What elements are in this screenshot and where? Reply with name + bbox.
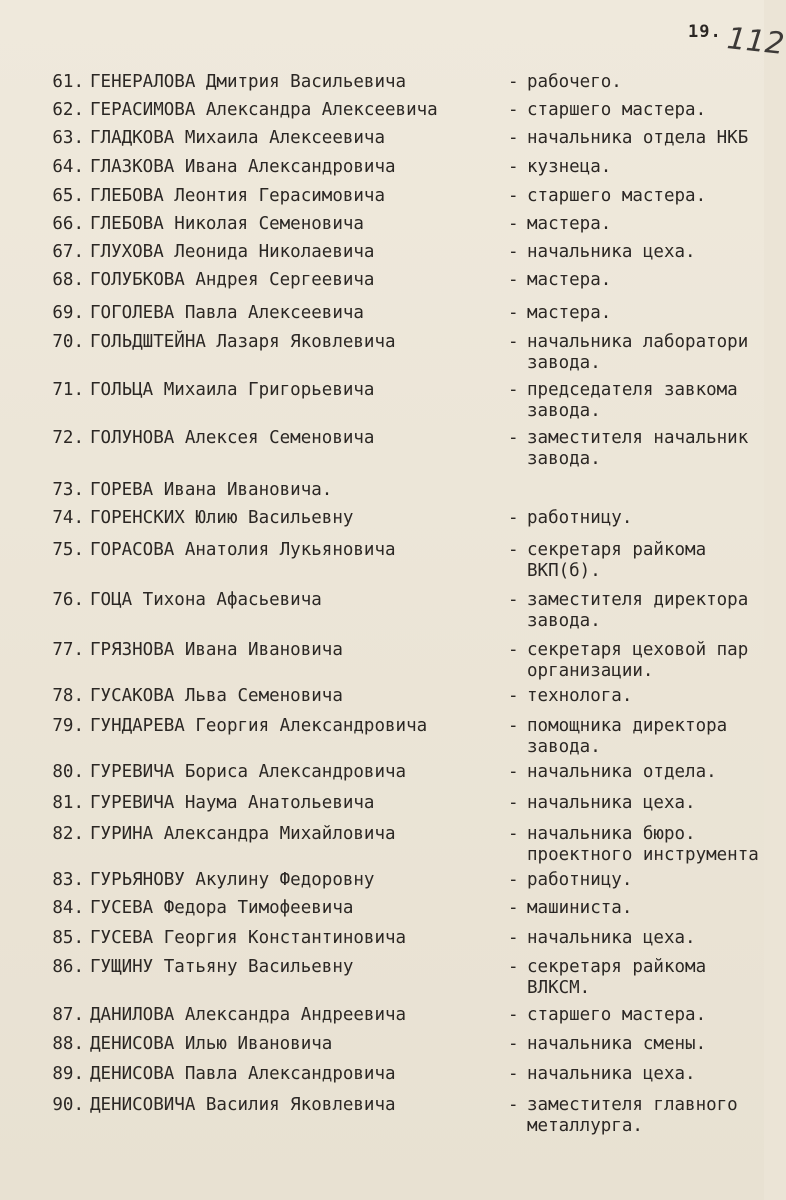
entry-dash: - <box>508 128 519 148</box>
entry-number: 61. <box>52 72 84 92</box>
entry-number: 70. <box>52 332 84 352</box>
entry-person-name: ГУСАКОВА Льва Семеновича <box>90 686 343 706</box>
entry-number: 71. <box>52 380 84 400</box>
archive-folio-number: 112 <box>725 21 786 62</box>
entry-person-name: ГРЯЗНОВА Ивана Ивановича <box>90 640 343 660</box>
entry-number: 69. <box>52 303 84 323</box>
entry-number: 72. <box>52 428 84 448</box>
entry-number: 81. <box>52 793 84 813</box>
page-number: 19. <box>688 22 722 42</box>
entry-person-name: ГУРЕВИЧА Бориса Александровича <box>90 762 407 782</box>
entry-dash: - <box>508 332 519 352</box>
entry-position-line: рабочего. <box>527 72 622 92</box>
entry-position <box>527 100 764 121</box>
entry-position <box>527 157 764 178</box>
entry-person-name: ГЛАДКОВА Михаила Алексеевича <box>90 128 386 148</box>
entry-position-line: технолога. <box>527 686 633 706</box>
entry-dash: - <box>508 928 519 948</box>
entry-person-name: ГОРЕВА Ивана Ивановича. <box>90 480 333 500</box>
entry-position-line: работницу. <box>527 508 633 528</box>
entry-number: 83. <box>52 870 84 890</box>
entry-number: 88. <box>52 1034 84 1054</box>
entry-position-line: заместителя начальник <box>527 428 749 448</box>
entry-number: 63. <box>52 128 84 148</box>
entry-number: 67. <box>52 242 84 262</box>
entry-position-line: старшего мастера. <box>527 1005 707 1025</box>
entry-dash: - <box>508 186 519 206</box>
entry-position-line: начальника цеха. <box>527 1064 696 1084</box>
entry-dash: - <box>508 242 519 262</box>
entry-position-line: работницу. <box>527 870 633 890</box>
entry-person-name: ГУНДАРЕВА Георгия Александровича <box>90 716 428 736</box>
entry-person-name: ДАНИЛОВА Александра Андреевича <box>90 1005 407 1025</box>
entry-dash: - <box>508 214 519 234</box>
entry-number: 75. <box>52 540 84 560</box>
entry-position <box>527 128 764 149</box>
entry-number: 62. <box>52 100 84 120</box>
entry-position <box>527 1064 764 1085</box>
entry-position-line: председателя завкома <box>527 380 738 400</box>
entry-dash: - <box>508 270 519 290</box>
entry-dash: - <box>508 72 519 92</box>
entry-dash: - <box>508 1005 519 1025</box>
entry-position-line: мастера. <box>527 214 612 234</box>
entry-number: 84. <box>52 898 84 918</box>
entry-position <box>527 508 764 529</box>
entry-position <box>527 957 764 999</box>
entry-position <box>527 928 764 949</box>
entry-position-line: помощника директора <box>527 716 728 736</box>
entry-position-line: завода. <box>527 737 601 757</box>
entry-dash: - <box>508 590 519 610</box>
entry-position-line: секретаря цеховой пар <box>527 640 749 660</box>
entry-position-line: начальника цеха. <box>527 242 696 262</box>
entry-dash: - <box>508 870 519 890</box>
entry-dash: - <box>508 1034 519 1054</box>
entry-person-name: ГОГОЛЕВА Павла Алексеевича <box>90 303 364 323</box>
entry-person-name: ГУРЕВИЧА Наума Анатольевича <box>90 793 375 813</box>
entry-position-line: начальника цеха. <box>527 793 696 813</box>
entry-person-name: ГОЛЬДШТЕЙНА Лазаря Яковлевича <box>90 332 396 352</box>
entry-position-line: заместителя директора <box>527 590 749 610</box>
entry-number: 78. <box>52 686 84 706</box>
entry-dash: - <box>508 540 519 560</box>
entry-person-name: ГЛЕБОВА Николая Семеновича <box>90 214 364 234</box>
entry-dash: - <box>508 640 519 660</box>
entry-position <box>527 870 764 891</box>
entry-dash: - <box>508 380 519 400</box>
entry-position <box>527 793 764 814</box>
entry-position-line: металлурга. <box>527 1116 643 1136</box>
entry-position-line: начальника лаборатори <box>527 332 749 352</box>
entry-number: 66. <box>52 214 84 234</box>
entry-person-name: ГЛАЗКОВА Ивана Александровича <box>90 157 396 177</box>
entry-position-line: секретаря райкома <box>527 957 707 977</box>
entry-position <box>527 242 764 263</box>
entry-number: 87. <box>52 1005 84 1025</box>
entry-person-name: ГУСЕВА Федора Тимофеевича <box>90 898 354 918</box>
entry-position-line: кузнеца. <box>527 157 612 177</box>
entry-dash: - <box>508 303 519 323</box>
entry-number: 65. <box>52 186 84 206</box>
entry-position <box>527 898 764 919</box>
entry-number: 82. <box>52 824 84 844</box>
entry-person-name: ДЕНИСОВИЧА Василия Яковлевича <box>90 1095 396 1115</box>
entry-person-name: ГОРЕНСКИХ Юлию Васильевну <box>90 508 354 528</box>
entry-dash: - <box>508 1064 519 1084</box>
entry-person-name: ГОЦА Тихона Афасьевича <box>90 590 322 610</box>
entry-position <box>527 303 764 324</box>
entry-person-name: ГЕНЕРАЛОВА Дмитрия Васильевича <box>90 72 407 92</box>
entry-position <box>527 1095 764 1137</box>
entry-position <box>527 590 764 632</box>
entry-position-line: старшего мастера. <box>527 100 707 120</box>
entry-position-line: завода. <box>527 611 601 631</box>
entry-position-line: ВКП(б). <box>527 561 601 581</box>
entry-position-line: начальника смены. <box>527 1034 707 1054</box>
entry-position-line: машиниста. <box>527 898 633 918</box>
entry-dash: - <box>508 716 519 736</box>
entry-position-line: начальника отдела. <box>527 762 717 782</box>
entry-position-line: организации. <box>527 661 654 681</box>
entry-person-name: ГОЛУНОВА Алексея Семеновича <box>90 428 375 448</box>
entry-person-name: ГОРАСОВА Анатолия Лукьяновича <box>90 540 396 560</box>
entry-number: 85. <box>52 928 84 948</box>
entry-position-line: старшего мастера. <box>527 186 707 206</box>
entry-dash: - <box>508 898 519 918</box>
entry-position-line: заместителя главного <box>527 1095 738 1115</box>
entry-number: 68. <box>52 270 84 290</box>
entry-person-name: ДЕНИСОВА Илью Ивановича <box>90 1034 333 1054</box>
entry-position-line: мастера. <box>527 303 612 323</box>
entry-person-name: ДЕНИСОВА Павла Александровича <box>90 1064 396 1084</box>
entry-position-line: начальника цеха. <box>527 928 696 948</box>
entry-number: 76. <box>52 590 84 610</box>
entry-position <box>527 1005 764 1026</box>
entry-position-line: начальника бюро. <box>527 824 696 844</box>
entry-position <box>527 380 764 422</box>
entry-dash: - <box>508 428 519 448</box>
entry-position <box>527 214 764 235</box>
entry-position <box>527 332 764 374</box>
entry-position <box>527 640 764 682</box>
entry-dash: - <box>508 1095 519 1115</box>
entry-number: 79. <box>52 716 84 736</box>
entry-position-line: ВЛКСМ. <box>527 978 591 998</box>
entry-person-name: ГОЛУБКОВА Андрея Сергеевича <box>90 270 375 290</box>
entry-number: 74. <box>52 508 84 528</box>
entry-person-name: ГУЩИНУ Татьяну Васильевну <box>90 957 354 977</box>
entry-position <box>527 1034 764 1055</box>
entry-position-line: начальника отдела НКБ <box>527 128 749 148</box>
entry-number: 77. <box>52 640 84 660</box>
entry-person-name: ГУСЕВА Георгия Константиновича <box>90 928 407 948</box>
entry-position-line: завода. <box>527 449 601 469</box>
entry-dash: - <box>508 686 519 706</box>
entry-position-line: завода. <box>527 353 601 373</box>
entry-position <box>527 824 764 866</box>
entry-position <box>527 186 764 207</box>
entry-position <box>527 72 764 93</box>
entry-position-line: секретаря райкома <box>527 540 707 560</box>
entry-number: 90. <box>52 1095 84 1115</box>
entry-dash: - <box>508 508 519 528</box>
entry-dash: - <box>508 824 519 844</box>
entry-position-line: завода. <box>527 401 601 421</box>
entry-number: 73. <box>52 480 84 500</box>
entry-person-name: ГЛУХОВА Леонида Николаевича <box>90 242 375 262</box>
entry-person-name: ГОЛЬЦА Михаила Григорьевича <box>90 380 375 400</box>
entry-position <box>527 540 764 582</box>
entry-dash: - <box>508 957 519 977</box>
entry-person-name: ГЕРАСИМОВА Александра Алексеевича <box>90 100 438 120</box>
entry-position <box>527 716 764 758</box>
entry-person-name: ГУРЬЯНОВУ Акулину Федоровну <box>90 870 375 890</box>
entry-number: 80. <box>52 762 84 782</box>
entry-position-line: проектного инструмента <box>527 845 759 865</box>
entry-number: 89. <box>52 1064 84 1084</box>
entry-position <box>527 762 764 783</box>
entry-dash: - <box>508 793 519 813</box>
entry-person-name: ГУРИНА Александра Михайловича <box>90 824 396 844</box>
entry-position <box>527 686 764 707</box>
entry-position <box>527 428 764 470</box>
entry-number: 64. <box>52 157 84 177</box>
entry-dash: - <box>508 157 519 177</box>
entry-position-line: мастера. <box>527 270 612 290</box>
entry-dash: - <box>508 762 519 782</box>
entry-number: 86. <box>52 957 84 977</box>
entry-person-name: ГЛЕБОВА Леонтия Герасимовича <box>90 186 386 206</box>
entry-dash: - <box>508 100 519 120</box>
entry-position <box>527 270 764 291</box>
